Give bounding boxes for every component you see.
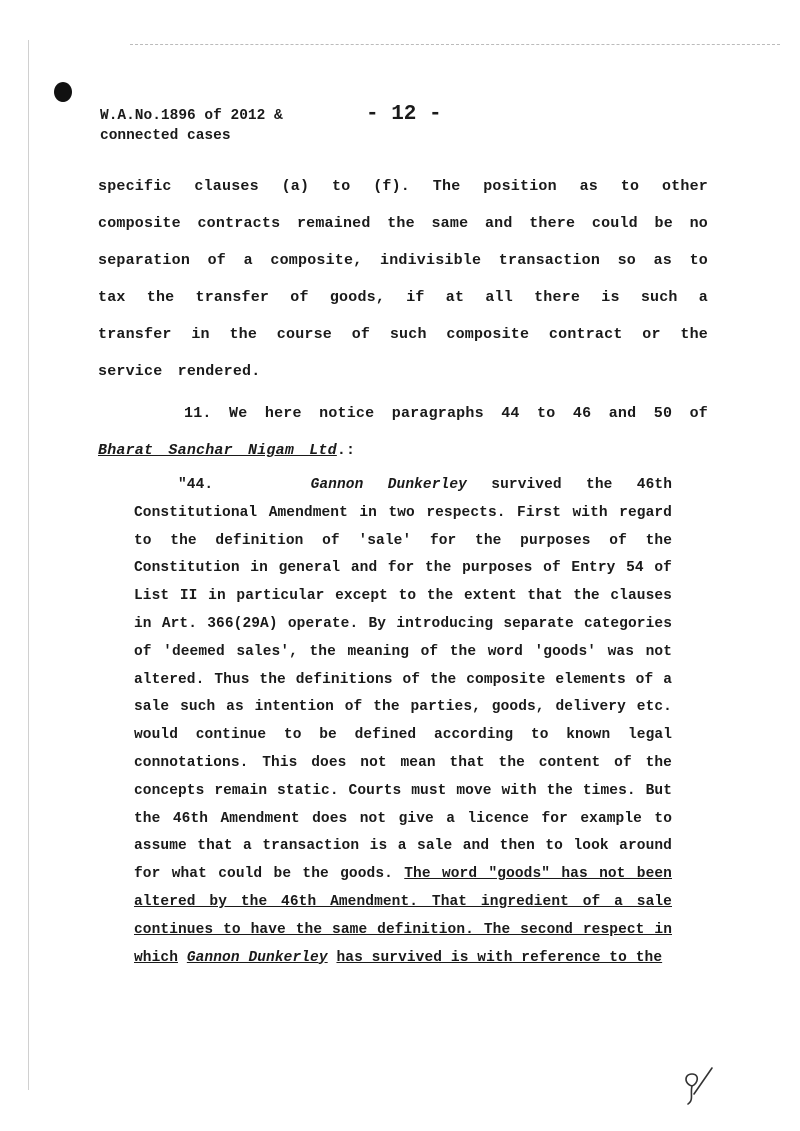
top-rule bbox=[130, 44, 780, 45]
paragraph-11-lead: 11. We here notice paragraphs 44 to 46 and 50 of bbox=[184, 405, 708, 422]
case-reference-line-1: W.A.No.1896 of 2012 & bbox=[100, 108, 283, 124]
paragraph-11 bbox=[98, 395, 708, 469]
block-quote bbox=[134, 472, 672, 972]
quote-case-name: Gannon Dunkerley bbox=[310, 477, 467, 493]
quote-text: survived the 46th Constitutional Amendment in two respects. First with regard to the definition of 'sale' for the purposes of the Constitution in general and for the purposes of Entry 54 of List II in particular except to the extent that the clauses in Art. 366(29A) operate. By introducing separate categories of 'deemed sales', the meaning of the word 'goods' was not altered. Thus the definitions of the composite elements of a sale such as intention of the parties, goods, delivery etc. would continue to be defined according to known legal connotations. This does not mean that the content of the concepts remain static. Courts must move with the times. But the 46th Amendment does not give a licence for example to assume that a transaction is a sale and then to look around for what could be the goods. bbox=[134, 477, 672, 883]
case-reference bbox=[100, 106, 283, 146]
case-reference-line-2: connected cases bbox=[100, 128, 231, 144]
punch-hole bbox=[54, 82, 72, 102]
handwritten-initials bbox=[678, 1064, 718, 1108]
paragraph-11-tail: .: bbox=[336, 442, 356, 459]
quote-underlined-text-2: has survived is with reference to the bbox=[336, 949, 663, 966]
quote-paragraph-number: "44. bbox=[178, 477, 214, 493]
page-number: - 12 - bbox=[366, 103, 442, 126]
page-edge-line bbox=[28, 40, 29, 1090]
paragraph-continuation: specific clauses (a) to (f). The position as to other composite contracts remained the same and there could be no separation of a composite, indivisible transaction so as to tax the transfer of goods, if at all there is such a transfer in the course of such composite contract or the service rendered. bbox=[98, 178, 708, 380]
case-title: Bharat Sanchar Nigam Ltd bbox=[98, 442, 337, 459]
quote-case-name-2: Gannon Dunkerley bbox=[186, 949, 328, 966]
quote-underlined-text: The word "goods" has not been altered by the 46th Amendment. That ingredient of a sale continues to have the same definition. The second respect in which bbox=[134, 866, 672, 966]
